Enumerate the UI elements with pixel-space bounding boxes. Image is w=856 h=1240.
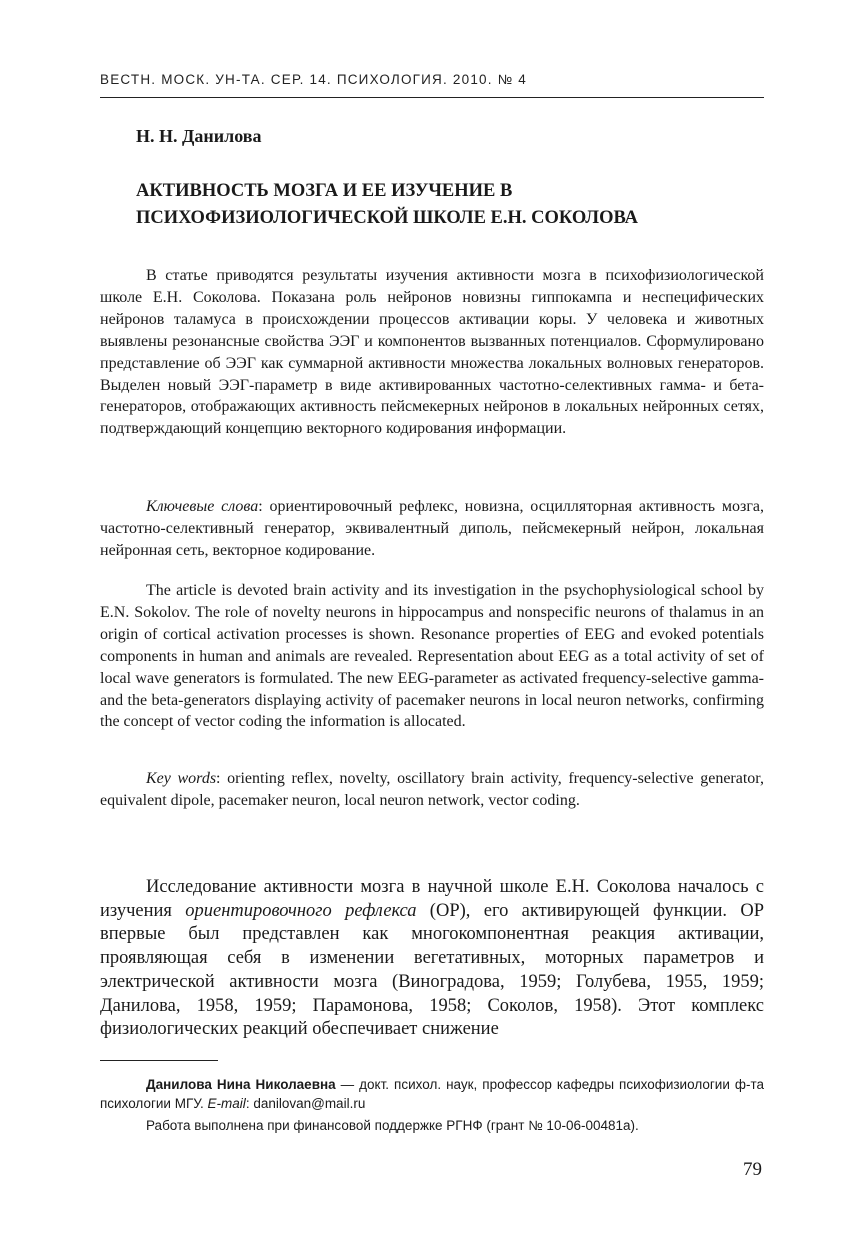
- article-author: Н. Н. Данилова: [136, 126, 262, 146]
- body-text-part-1: Исследование активности мозга в научной школе Е.Н. Соколова началось с изучения: [100, 877, 764, 921]
- footnote-author-info: — докт. психол. наук, профессор кафедры психофизиологии ф-та психологии МГУ.: [100, 1077, 764, 1111]
- footnote-author: [100, 1075, 764, 1113]
- footnote-divider: [100, 1060, 218, 1061]
- header-divider: [100, 97, 764, 98]
- footnote-email-value: : danilovan@mail.ru: [245, 1096, 366, 1111]
- keywords-english-label: Key words: [146, 770, 217, 787]
- abstract-russian: В статье приводятся результаты изучения активности мозга в психофизиологической школе Е.Н. Соколова. Показана роль нейронов новизны гиппокампа и неспецифических нейронов таламуса в происхождении процессов активации коры. У человека и животных выявлены резонансные свойства ЭЭГ и компонентов вызванных потенциалов. Сформулировано представление об ЭЭГ как суммарной активности множества локальных волновых генераторов. Выделен новый ЭЭГ-параметр в виде активированных частотно-селективных гамма- и бета-генераторов, отображающих активность пейсмекерных нейронов в локальных нейронных сетях, подтверждающий концепцию векторного кодирования информации.: [100, 267, 764, 438]
- keywords-russian-label: Ключевые слова: [146, 498, 259, 515]
- body-text-part-2: (ОР), его активирующей функции. ОР впервые был представлен как многокомпонентная реакция активации, проявляющая себя в изменении вегетативных, моторных параметров и электрической активности мозга (Виноградова, 1959; Голубева, 1955, 1959; Данилова, 1958, 1959; Парамонова, 1958; Соколов, 1958). Этот комплекс физиологических реакций обеспечивает снижение: [100, 900, 764, 1040]
- footnote-author-name: Данилова Нина Николаевна: [146, 1077, 336, 1092]
- body-emphasis: ориентировочного рефлекса: [185, 900, 417, 921]
- footnote-email-label: E-mail: [207, 1096, 246, 1111]
- article-title: [136, 178, 756, 232]
- running-head: ВЕСТН. МОСК. УН-ТА. СЕР. 14. ПСИХОЛОГИЯ. 2010. № 4: [100, 72, 527, 87]
- title-line-1: АКТИВНОСТЬ МОЗГА И ЕЕ ИЗУЧЕНИЕ В: [136, 181, 513, 201]
- page-number: 79: [743, 1159, 762, 1180]
- footnote-grant: Работа выполнена при финансовой поддержке РГНФ (грант № 10-06-00481а).: [146, 1118, 639, 1133]
- keywords-english: [100, 768, 764, 812]
- title-line-2: ПСИХОФИЗИОЛОГИЧЕСКОЙ ШКОЛЕ Е.Н. СОКОЛОВА: [136, 208, 639, 228]
- abstract-english: The article is devoted brain activity and its investigation in the psychophysiological school by E.N. Sokolov. The role of novelty neurons in hippocampus and nonspecific neurons of thalamus in an origin of cortical activation processes is shown. Resonance properties of EEG and evoked potentials components in human and animals are revealed. Representation about EEG as a total activity of set of local wave generators is formulated. The new EEG-parameter as activated frequency-selective gamma- and the beta-generators displaying activity of pacemaker neurons in local neuron networks, confirming the concept of vector coding the information is allocated.: [100, 582, 764, 731]
- body-paragraph: [100, 876, 764, 1042]
- keywords-english-text: : orienting reflex, novelty, oscillatory brain activity, frequency-selective generator, equivalent dipole, pacemaker neuron, local neuron network, vector coding.: [100, 770, 764, 809]
- keywords-russian: [100, 496, 764, 562]
- keywords-russian-text: : ориентировочный рефлекс, новизна, осцилляторная активность мозга, частотно-селективный генератор, эквивалентный диполь, пейсмекерный нейрон, локальная нейронная сеть, векторное кодирование.: [100, 498, 764, 559]
